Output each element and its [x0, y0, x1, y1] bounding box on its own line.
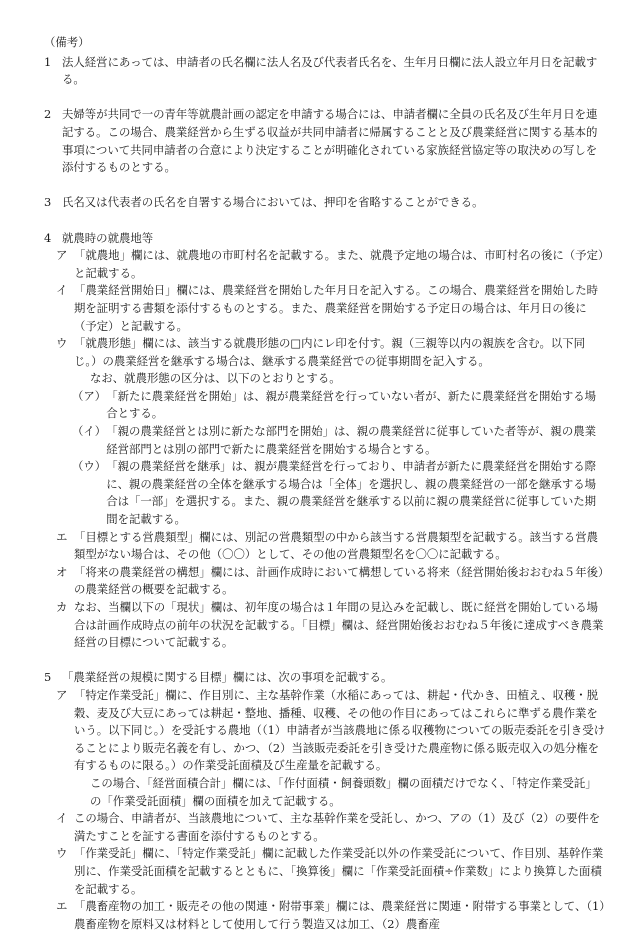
section-number: 1	[44, 54, 52, 69]
section-number: 2	[44, 107, 52, 122]
section-2	[44, 106, 606, 176]
sub-item	[44, 458, 606, 528]
section-title: 「農業経営の規模に関する目標」欄には、次の事項を記載する。	[62, 670, 393, 685]
list-item	[44, 564, 606, 599]
section-1	[44, 54, 606, 89]
sub-marker: （ウ）	[72, 459, 107, 474]
item-text: この場合、申請者が、当該農地について、主な基幹作業を受託し、かつ、アの（1）及び（2）の要件を満たすことを証する書面を添付するものとする。	[74, 811, 601, 843]
item-text: 「将来の農業経営の構想」欄には、計画作成時において構想している将来（経営開始後おおむね５年後）の農業経営の概要を記載する。	[74, 564, 604, 597]
remarks-heading: （備考）	[44, 35, 90, 49]
item-marker: ア	[56, 248, 68, 263]
sub-text: 「親の農業経営を継承」は、親が農業経営を行っており、申請者が新たに農業経営を開始する際に、親の農業経営の全体を継承する場合は「全体」を選択し、親の農業経営の一部を継承する場合は「一部」を選択する。また、親の農業経営を継承する以前に親の農業経営に従事していた期間を記載する。	[106, 459, 596, 527]
item-text: 「目標とする営農類型」欄には、別記の営農類型の中から該当する営農類型を記載する。該当する営農類型がない場合は、その他（〇〇）として、その他の営農類型名を〇〇に記載する。	[74, 529, 598, 562]
item-marker: エ	[56, 899, 68, 914]
item-marker: エ	[56, 529, 68, 544]
item-marker: イ	[56, 811, 68, 826]
list-item	[44, 599, 606, 652]
sub-text: 「新たに農業経営を開始」は、親が農業経営を行っていない者が、新たに農業経営を開始する場合とする。	[106, 388, 596, 421]
item-text: 「就農地」欄には、就農地の市町村名を記載する。また、就農予定地の場合は、市町村名の後に（予定）と記載する。	[74, 248, 604, 280]
item-note: なお、就農形態の区分は、以下のとおりとする。	[90, 371, 341, 386]
section-text: 氏名又は代表者の氏名を自署する場合においては、押印を省略することができる。	[62, 195, 484, 210]
section-number: 3	[44, 195, 52, 210]
item-text: 「特定作業受託」欄に、作目別に、主な基幹作業（水稲にあっては、耕起・代かき、田植え、収穫・脱穀、麦及び大豆にあっては耕起・整地、播種、収穫、その他の作目にあってはこれらに準ずる農作業をいう。以下同じ。）を受託する農地（（1）申請者が当該農地に係る収穫物についての販売委託を引き受けることにより販売名義を有し、かつ、（2）当該販売委託を引き受けた農産物に係る販売収入の処分権を有するものに限る。）の作業受託面積及び生産量を記載する。	[74, 687, 605, 773]
item-marker: オ	[56, 564, 68, 579]
section-number: 5	[44, 670, 52, 685]
list-item	[44, 247, 606, 282]
sub-item	[44, 423, 606, 458]
sub-text: 「親の農業経営とは別に新たな部門を開始」は、親の農業経営に従事していた者等が、親の農業経営部門とは別の部門で新たに農業経営を開始する場合とする。	[106, 424, 596, 456]
section-text: 法人経営にあっては、申請者の氏名欄に法人名及び代表者氏名を、生年月日欄に法人設立年月日を記載する。	[62, 54, 598, 87]
sub-item	[44, 388, 606, 423]
item-text: なお、当欄以下の「現状」欄は、初年度の場合は１年間の見込みを記載し、既に経営を開始している場合は計画作成時点の前年の状況を記載する。「目標」欄は、経営開始後おおむね５年後に達成すべき農業経営の目標について記載する。	[74, 600, 604, 650]
item-marker: イ	[56, 283, 68, 298]
item-note: この場合、「経営面積合計」欄には、「作付面積・飼養頭数」欄の面積だけでなく、「特定作業受託」の「作業受託面積」欄の面積を加えて記載する。	[90, 775, 597, 808]
section-4	[44, 230, 606, 248]
list-item	[44, 810, 606, 845]
list-item	[44, 282, 606, 335]
list-item	[44, 898, 606, 933]
sub-marker: （イ）	[72, 424, 107, 439]
sub-marker: （ア）	[72, 388, 107, 403]
item-text: 「農畜産物の加工・販売その他の関連・附帯事業」欄には、農業経営に関連・附帯する事業として、（1）農畜産物を原料又は材料として使用して行う製造又は加工、（2）農畜産	[74, 899, 605, 931]
list-item	[44, 687, 606, 775]
item-marker: ウ	[56, 336, 68, 351]
list-item	[44, 335, 606, 370]
list-item	[44, 529, 606, 564]
section-title: 就農時の就農地等	[62, 230, 154, 245]
list-item	[44, 845, 606, 898]
item-marker: ウ	[56, 846, 68, 861]
section-3	[44, 194, 606, 212]
item-text: 「作業受託」欄に、「特定作業受託」欄に記載した作業受託以外の作業受託について、作目別、基幹作業別に、作業受託面積を記載するとともに、「換算後」欄に「作業受託面積÷作業数」により換算した面積を記載する。	[74, 846, 604, 896]
section-text: 夫婦等が共同で一の青年等就農計画の認定を申請する場合には、申請者欄に全員の氏名及び生年月日を連記する。この場合、農業経営から生ずる収益が共同申請者に帰属することと及び農業経営に関する基本的事項について共同申請者の合意により決定することが明確化されている家族経営協定等の取決めの写しを添付するものとする。	[62, 107, 598, 175]
item-text: 「農業経営開始日」欄には、農業経営を開始した年月日を記入する。この場合、農業経営を開始した時期を証明する書類を添付するものとする。また、農業経営を開始する予定日の場合は、年月日の後に（予定）と記載する。	[74, 283, 598, 333]
item-marker: カ	[56, 600, 68, 614]
item-text: 「就農形態」欄には、該当する就農形態の□内にレ印を付す。親（三親等以内の親族を含む。以下同じ。）の農業経営を継承する場合は、継承する農業経営での従事期間を記入する。	[74, 336, 586, 368]
section-5	[44, 669, 606, 687]
item-marker: ア	[56, 687, 68, 702]
section-number: 4	[44, 230, 52, 245]
